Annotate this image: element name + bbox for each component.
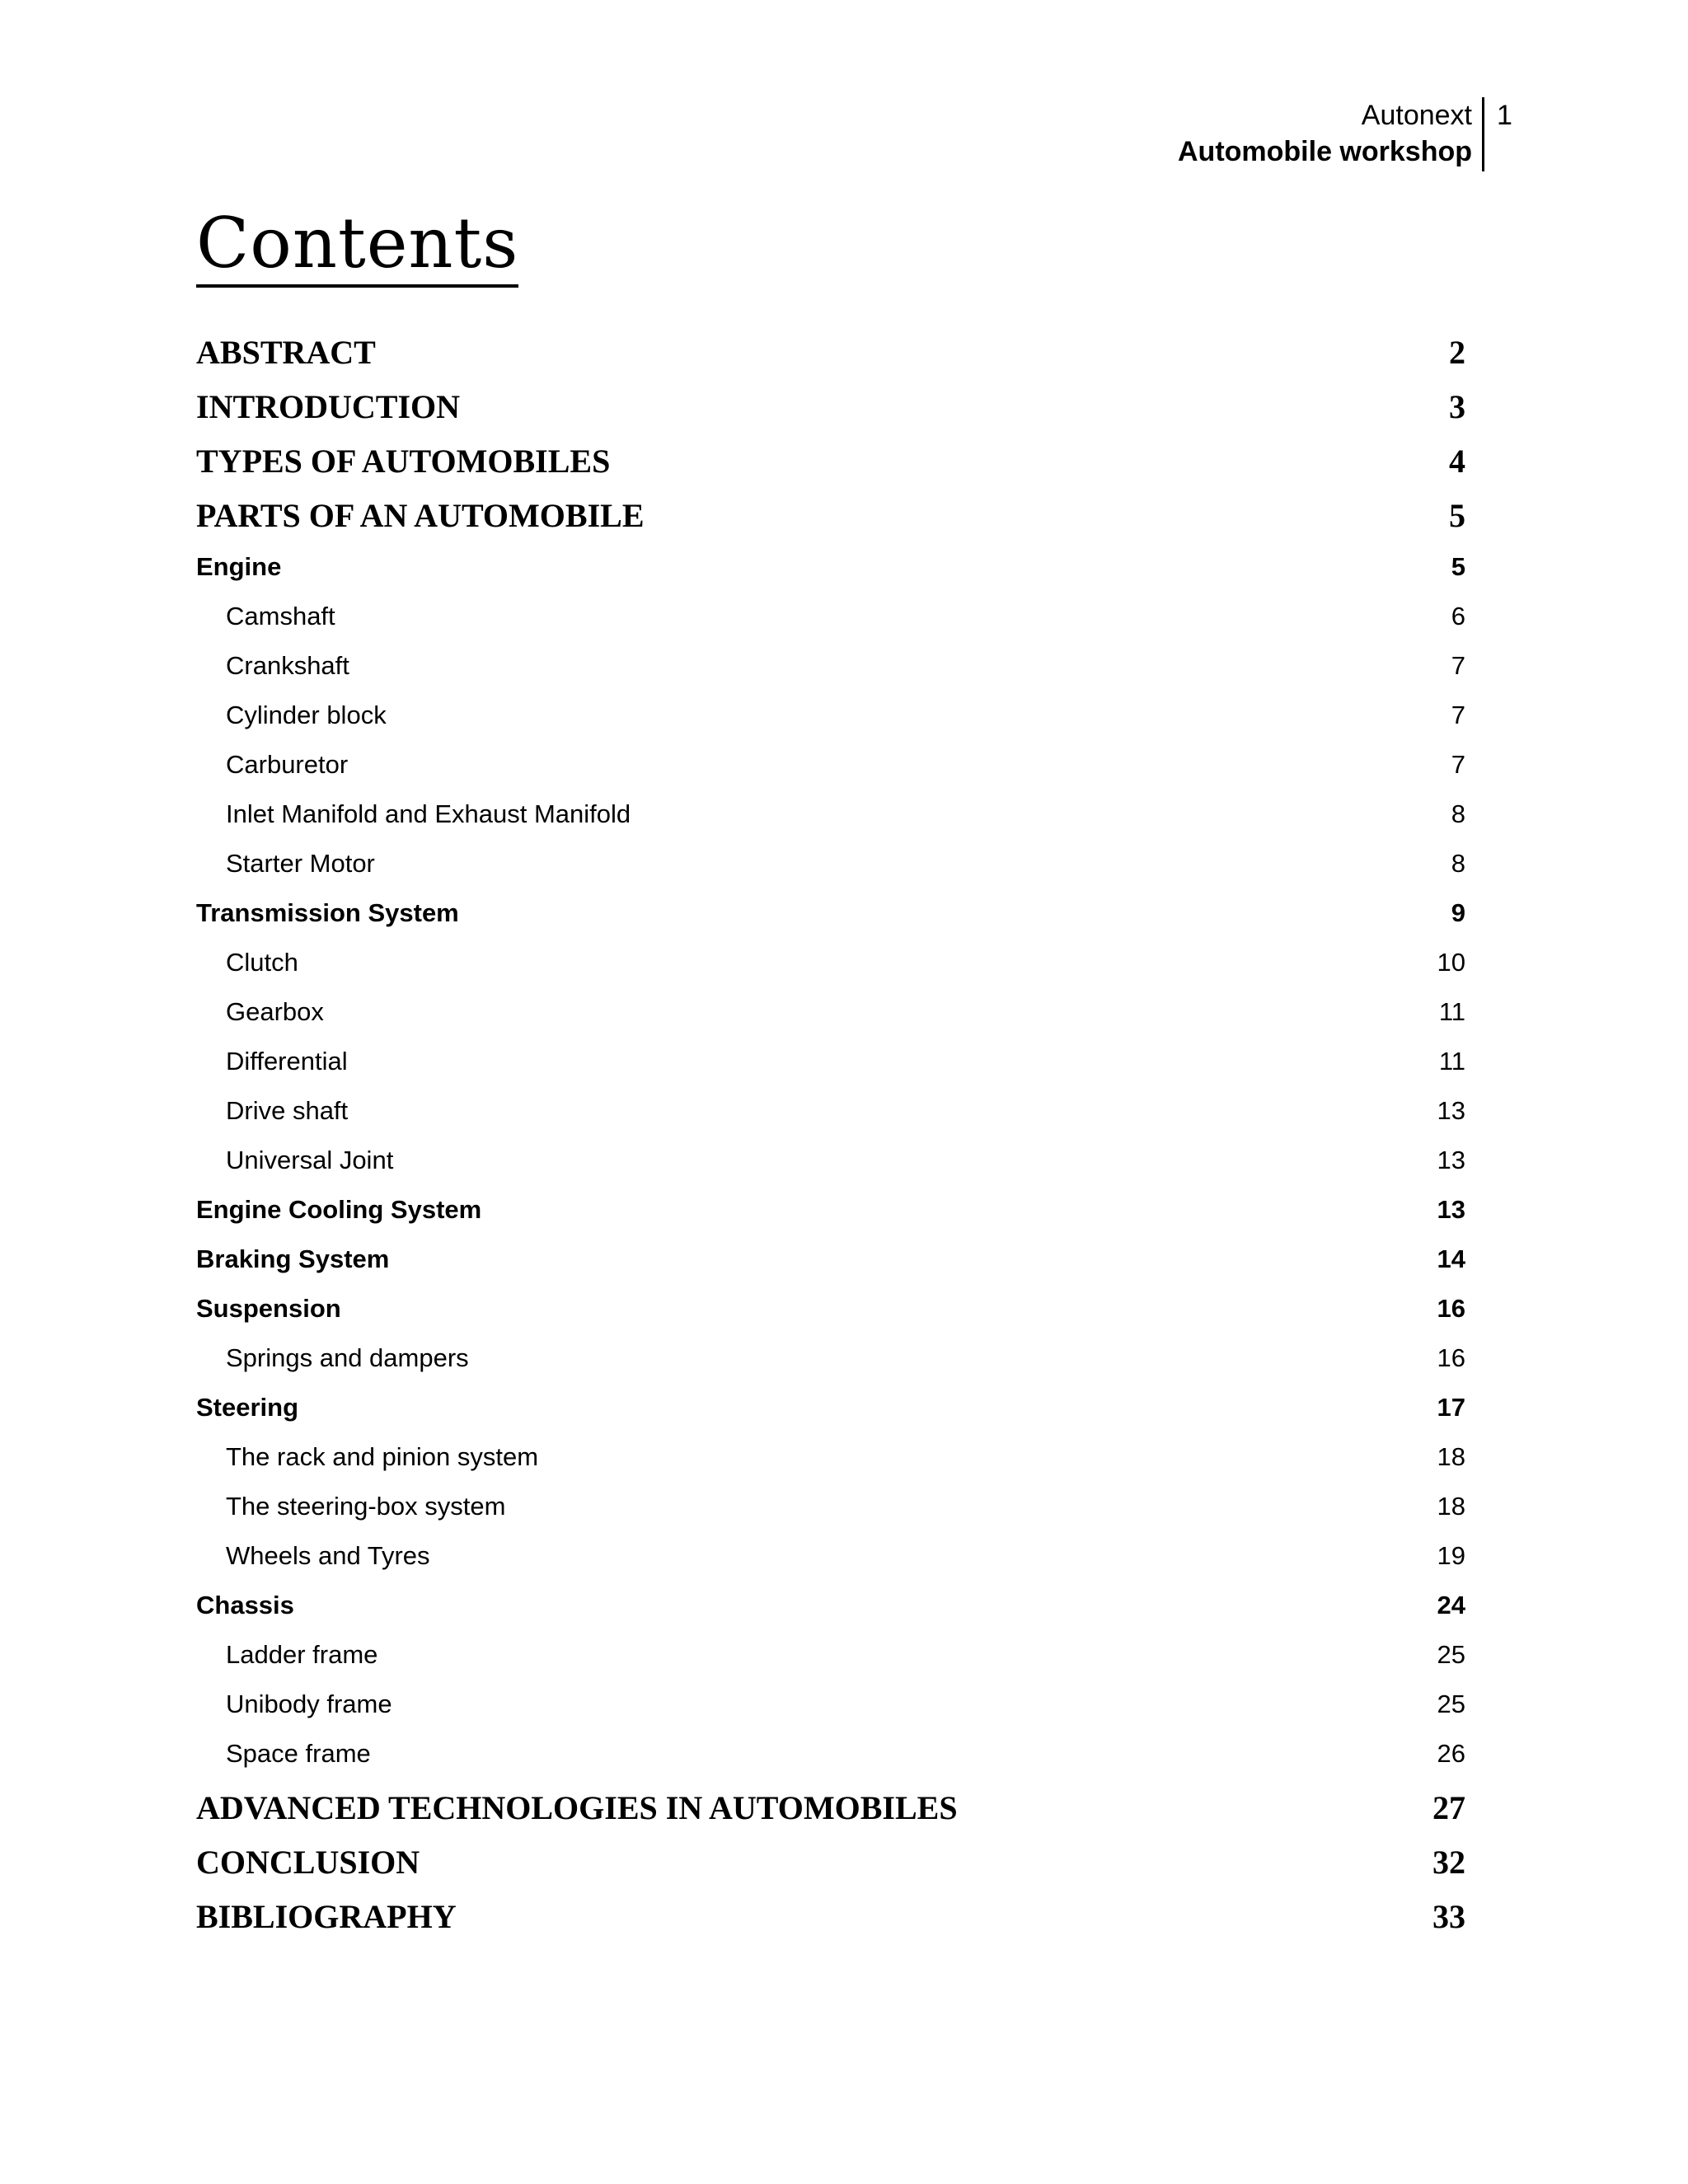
toc-entry-title: Wheels and Tyres <box>226 1541 430 1570</box>
toc-entry-page: 24 <box>1437 1591 1465 1619</box>
toc-entry[interactable] <box>196 996 1465 1029</box>
toc-entry-page: 25 <box>1437 1640 1465 1669</box>
toc-entry-title: Engine Cooling System <box>196 1195 482 1224</box>
toc-entry[interactable] <box>196 1441 1465 1474</box>
toc-entry[interactable] <box>196 600 1465 633</box>
toc-entry[interactable] <box>196 649 1465 682</box>
toc-entry[interactable] <box>196 1045 1465 1078</box>
toc-entry[interactable] <box>196 1788 1465 1829</box>
toc-entry[interactable] <box>196 1842 1465 1883</box>
toc-entry-title: Steering <box>196 1393 299 1422</box>
toc-entry[interactable] <box>196 798 1465 831</box>
toc-entry-title: Cylinder block <box>226 701 387 729</box>
toc-entry-title: Chassis <box>196 1591 294 1619</box>
toc-entry-title: PARTS OF AN AUTOMOBILE <box>196 497 645 534</box>
toc-entry-page: 25 <box>1437 1690 1465 1718</box>
toc-entry-title: Drive shaft <box>226 1096 349 1125</box>
toc-entry-page: 8 <box>1451 799 1465 828</box>
toc-entry-title: Unibody frame <box>226 1690 392 1718</box>
toc-entry-title: Differential <box>226 1047 348 1076</box>
toc-entry[interactable] <box>196 1094 1465 1127</box>
toc-entry[interactable] <box>196 1490 1465 1523</box>
toc-entry[interactable] <box>196 897 1465 930</box>
toc-entry-title: Suspension <box>196 1294 341 1323</box>
toc-entry[interactable] <box>196 441 1465 482</box>
toc-entry-page: 2 <box>1449 334 1465 371</box>
contents-title: Contents <box>196 202 518 288</box>
toc-entry-title: Space frame <box>226 1739 371 1768</box>
toc-entry-page: 7 <box>1451 750 1465 779</box>
toc-entry[interactable] <box>196 1193 1465 1226</box>
toc-entry-title: Universal Joint <box>226 1146 394 1174</box>
toc-entry-page: 6 <box>1451 602 1465 630</box>
toc-entry-page: 5 <box>1451 552 1465 581</box>
toc-entry-page: 7 <box>1451 701 1465 729</box>
toc-entry-title: CONCLUSION <box>196 1844 420 1881</box>
toc-entry-page: 27 <box>1432 1789 1465 1826</box>
toc-entry[interactable] <box>196 1589 1465 1622</box>
header-divider <box>1482 97 1484 171</box>
toc-entry-page: 5 <box>1449 497 1465 534</box>
toc-entry-title: TYPES OF AUTOMOBILES <box>196 443 611 480</box>
toc-entry[interactable] <box>196 332 1465 373</box>
toc-entry-page: 4 <box>1449 443 1465 480</box>
toc-entry[interactable] <box>196 946 1465 979</box>
toc-entry-page: 16 <box>1437 1294 1465 1323</box>
toc-entry-page: 3 <box>1449 388 1465 425</box>
toc-entry[interactable] <box>196 1737 1465 1770</box>
toc-entry-page: 18 <box>1437 1442 1465 1471</box>
toc-entry-page: 14 <box>1437 1244 1465 1273</box>
toc-entry-page: 17 <box>1437 1393 1465 1422</box>
toc-entry-title: Crankshaft <box>226 651 349 680</box>
toc-entry[interactable] <box>196 387 1465 428</box>
toc-entry-title: Carburetor <box>226 750 349 779</box>
toc-entry-page: 18 <box>1437 1492 1465 1521</box>
toc-entry-page: 11 <box>1438 997 1465 1026</box>
page-number: 1 <box>1497 100 1512 131</box>
header-company: Autonext <box>1361 100 1472 131</box>
toc-entry-page: 16 <box>1437 1343 1465 1372</box>
toc-entry-title: Engine <box>196 552 282 581</box>
toc-entry[interactable] <box>196 495 1465 537</box>
toc-entry-title: The steering-box system <box>226 1492 506 1521</box>
toc-entry-page: 7 <box>1451 651 1465 680</box>
toc-entry[interactable] <box>196 551 1465 583</box>
toc-entry[interactable] <box>196 1144 1465 1177</box>
toc-entry-title: Braking System <box>196 1244 390 1273</box>
toc-entry-title: Clutch <box>226 948 298 977</box>
running-header <box>1178 97 1472 170</box>
toc-entry-page: 8 <box>1451 849 1465 878</box>
toc-entry-page: 19 <box>1437 1541 1465 1570</box>
toc-entry-title: Transmission System <box>196 898 459 927</box>
toc-entry-page: 13 <box>1437 1146 1465 1174</box>
toc-entry-page: 11 <box>1438 1047 1465 1076</box>
toc-entry[interactable] <box>196 1540 1465 1572</box>
toc-entry-page: 13 <box>1437 1195 1465 1224</box>
toc-entry-title: Inlet Manifold and Exhaust Manifold <box>226 799 631 828</box>
toc-entry[interactable] <box>196 1391 1465 1424</box>
toc-entry[interactable] <box>196 1342 1465 1375</box>
toc-entry-title: BIBLIOGRAPHY <box>196 1898 457 1935</box>
toc-entry-page: 32 <box>1432 1844 1465 1881</box>
toc-entry[interactable] <box>196 1896 1465 1938</box>
toc-entry-page: 13 <box>1437 1096 1465 1125</box>
toc-entry-page: 26 <box>1437 1739 1465 1768</box>
toc-entry-title: INTRODUCTION <box>196 388 461 425</box>
toc-entry-title: Ladder frame <box>226 1640 378 1669</box>
toc-entry[interactable] <box>196 1243 1465 1276</box>
toc-entry-page: 33 <box>1432 1898 1465 1935</box>
toc-entry[interactable] <box>196 847 1465 880</box>
header-subtitle: Automobile workshop <box>1178 136 1472 167</box>
toc-entry-page: 10 <box>1437 948 1465 977</box>
toc-entry-title: Camshaft <box>226 602 335 630</box>
toc-entry-title: The rack and pinion system <box>226 1442 539 1471</box>
toc-entry[interactable] <box>196 699 1465 732</box>
toc-entry-title: Springs and dampers <box>226 1343 469 1372</box>
toc-entry[interactable] <box>196 748 1465 781</box>
toc-entry-page: 9 <box>1451 898 1465 927</box>
toc-entry[interactable] <box>196 1638 1465 1671</box>
toc-entry-title: ADVANCED TECHNOLOGIES IN AUTOMOBILES <box>196 1789 958 1826</box>
toc-entry-title: ABSTRACT <box>196 334 376 371</box>
toc-entry-title: Starter Motor <box>226 849 375 878</box>
toc-entry[interactable] <box>196 1292 1465 1325</box>
toc-entry[interactable] <box>196 1688 1465 1721</box>
toc-entry-title: Gearbox <box>226 997 324 1026</box>
